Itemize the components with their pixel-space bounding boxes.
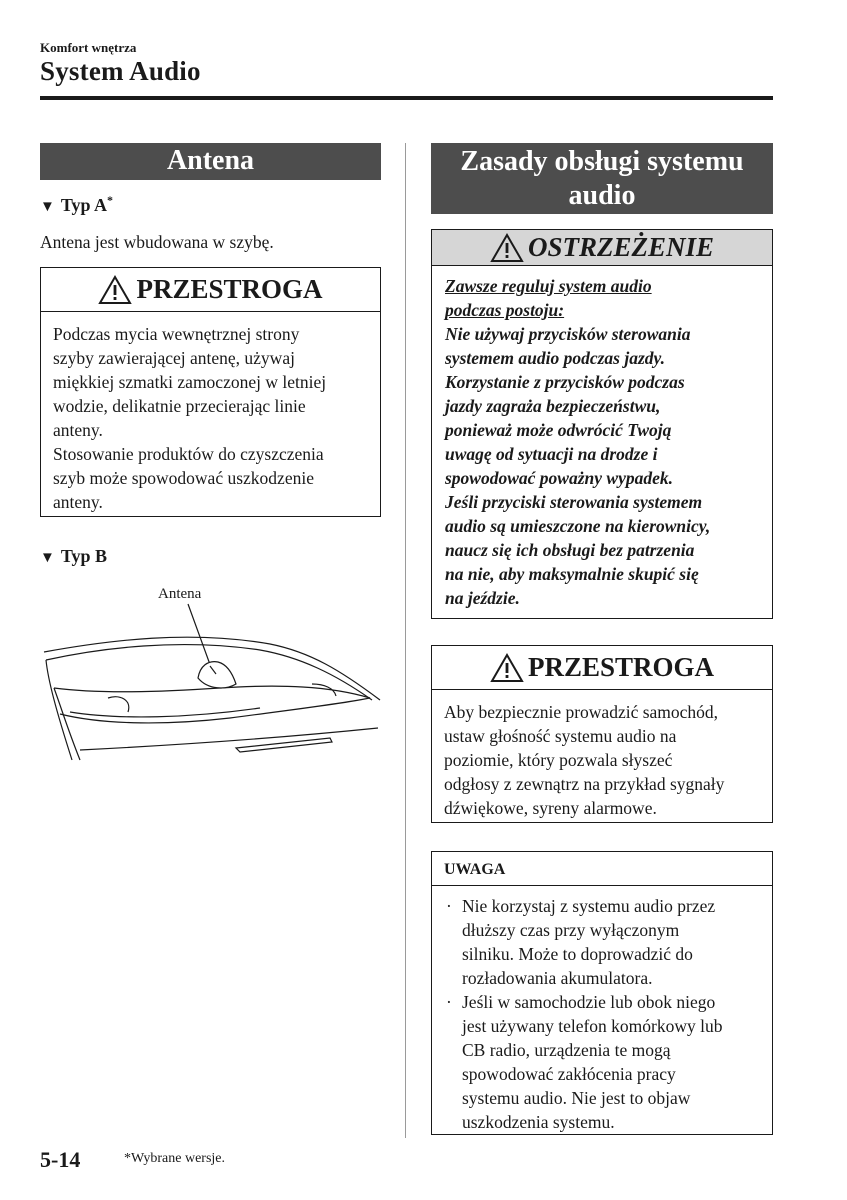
note-line: dłuższy czas przy wyłączonym bbox=[462, 920, 680, 940]
type-a-text: Antena jest wbudowana w szybę. bbox=[40, 232, 274, 252]
caution-line: odgłosy z zewnątrz na przykład sygnały bbox=[444, 774, 725, 794]
caution-line: wodzie, delikatnie przecierając linie bbox=[53, 396, 306, 416]
caution-header bbox=[41, 268, 380, 312]
note-line: spowodować zakłócenia pracy bbox=[462, 1064, 676, 1084]
note-item bbox=[444, 894, 760, 990]
caution-title: PRZESTROGA bbox=[136, 274, 323, 304]
warning-line: naucz się ich obsługi bez patrzenia bbox=[445, 540, 695, 560]
bullet-icon: · bbox=[446, 992, 452, 1012]
warning-triangle-icon bbox=[490, 653, 524, 683]
caution-box-antenna bbox=[40, 267, 381, 517]
note-line: systemu audio. Nie jest to objaw bbox=[462, 1088, 691, 1108]
type-a-label: Typ A bbox=[60, 195, 108, 215]
note-line: uszkodzenia systemu. bbox=[462, 1112, 615, 1132]
page-number: 5-14 bbox=[40, 1147, 81, 1172]
caution-line: Stosowanie produktów do czyszczenia bbox=[53, 444, 324, 464]
warning-header bbox=[432, 230, 772, 266]
warning-line: audio są umieszczone na kierownicy, bbox=[445, 516, 711, 536]
caution-line: Podczas mycia wewnętrznej strony bbox=[53, 324, 300, 344]
triangle-down-icon: ▼ bbox=[40, 199, 55, 215]
type-a-heading bbox=[40, 193, 113, 216]
warning-body bbox=[432, 266, 772, 610]
warning-line: systemem audio podczas jazdy. bbox=[445, 348, 666, 368]
warning-line: Nie używaj przycisków sterowania bbox=[445, 324, 691, 344]
warning-line: Jeśli przyciski sterowania systemem bbox=[445, 492, 703, 512]
optional-mark: * bbox=[107, 193, 114, 207]
caution-line: poziomie, który pozwala słyszeć bbox=[444, 750, 673, 770]
caution-title: PRZESTROGA bbox=[527, 652, 715, 682]
warning-line: na nie, aby maksymalnie skupić się bbox=[445, 564, 699, 584]
warning-line: spowodować poważny wypadek. bbox=[445, 468, 673, 488]
note-line: Nie korzystaj z systemu audio przez bbox=[462, 896, 716, 916]
note-line: CB radio, urządzenia te mogą bbox=[462, 1040, 671, 1060]
antenna-section-title: Antena bbox=[40, 143, 381, 180]
antenna-figure bbox=[40, 600, 385, 770]
warning-title: OSTRZEŻENIE bbox=[527, 232, 715, 262]
warning-line: jazdy zagraża bezpieczeństwu, bbox=[445, 396, 661, 416]
warning-lead-line: Zawsze reguluj system audio bbox=[445, 276, 652, 296]
bullet-icon: · bbox=[446, 896, 452, 916]
caution-line: miękkiej szmatki zamoczonej w letniej bbox=[53, 372, 327, 392]
type-b-label: Typ B bbox=[60, 546, 108, 566]
figure-callout-label: Antena bbox=[158, 586, 202, 602]
note-list bbox=[432, 886, 772, 1134]
section-label: Komfort wnętrza bbox=[40, 40, 137, 55]
caution-line: ustaw głośność systemu audio na bbox=[444, 726, 677, 746]
audio-section-title-line: audio bbox=[568, 180, 636, 211]
type-b-heading bbox=[40, 546, 107, 567]
note-line: Jeśli w samochodzie lub obok niego bbox=[462, 992, 716, 1012]
caution-line: anteny. bbox=[53, 420, 103, 440]
caution-body bbox=[432, 690, 772, 820]
warning-lead-line: podczas postoju: bbox=[445, 300, 565, 320]
note-line: rozładowania akumulatora. bbox=[462, 968, 653, 988]
warning-box bbox=[431, 229, 773, 619]
warning-line: na jeździe. bbox=[445, 588, 520, 608]
footnote: *Wybrane wersje. bbox=[124, 1151, 226, 1166]
note-box bbox=[431, 851, 773, 1135]
audio-section-title bbox=[431, 143, 773, 214]
column-divider bbox=[405, 143, 406, 1138]
caution-line: dźwiękowe, syreny alarmowe. bbox=[444, 798, 657, 818]
caution-line: szyb może spowodować uszkodzenie bbox=[53, 468, 314, 488]
caution-box-audio bbox=[431, 645, 773, 823]
note-title: UWAGA bbox=[432, 852, 772, 886]
note-line: silniku. Może to doprowadzić do bbox=[462, 944, 693, 964]
note-line: jest używany telefon komórkowy lub bbox=[462, 1016, 723, 1036]
page-title: System Audio bbox=[40, 56, 201, 86]
caution-line: szyby zawierającej antenę, używaj bbox=[53, 348, 295, 368]
warning-triangle-icon bbox=[490, 233, 524, 263]
caution-line: anteny. bbox=[53, 492, 103, 512]
audio-section-title-line: Zasady obsługi systemu bbox=[460, 146, 744, 177]
warning-line: Korzystanie z przycisków podczas bbox=[445, 372, 685, 392]
warning-line: ponieważ może odwrócić Twoją bbox=[445, 420, 672, 440]
warning-triangle-icon bbox=[98, 275, 132, 305]
triangle-down-icon: ▼ bbox=[40, 550, 55, 566]
header-rule bbox=[40, 96, 773, 100]
caution-line: Aby bezpiecznie prowadzić samochód, bbox=[444, 702, 719, 722]
note-item bbox=[444, 990, 760, 1134]
caution-body bbox=[41, 312, 380, 514]
caution-header bbox=[432, 646, 772, 690]
warning-line: uwagę od sytuacji na drodze i bbox=[445, 444, 658, 464]
